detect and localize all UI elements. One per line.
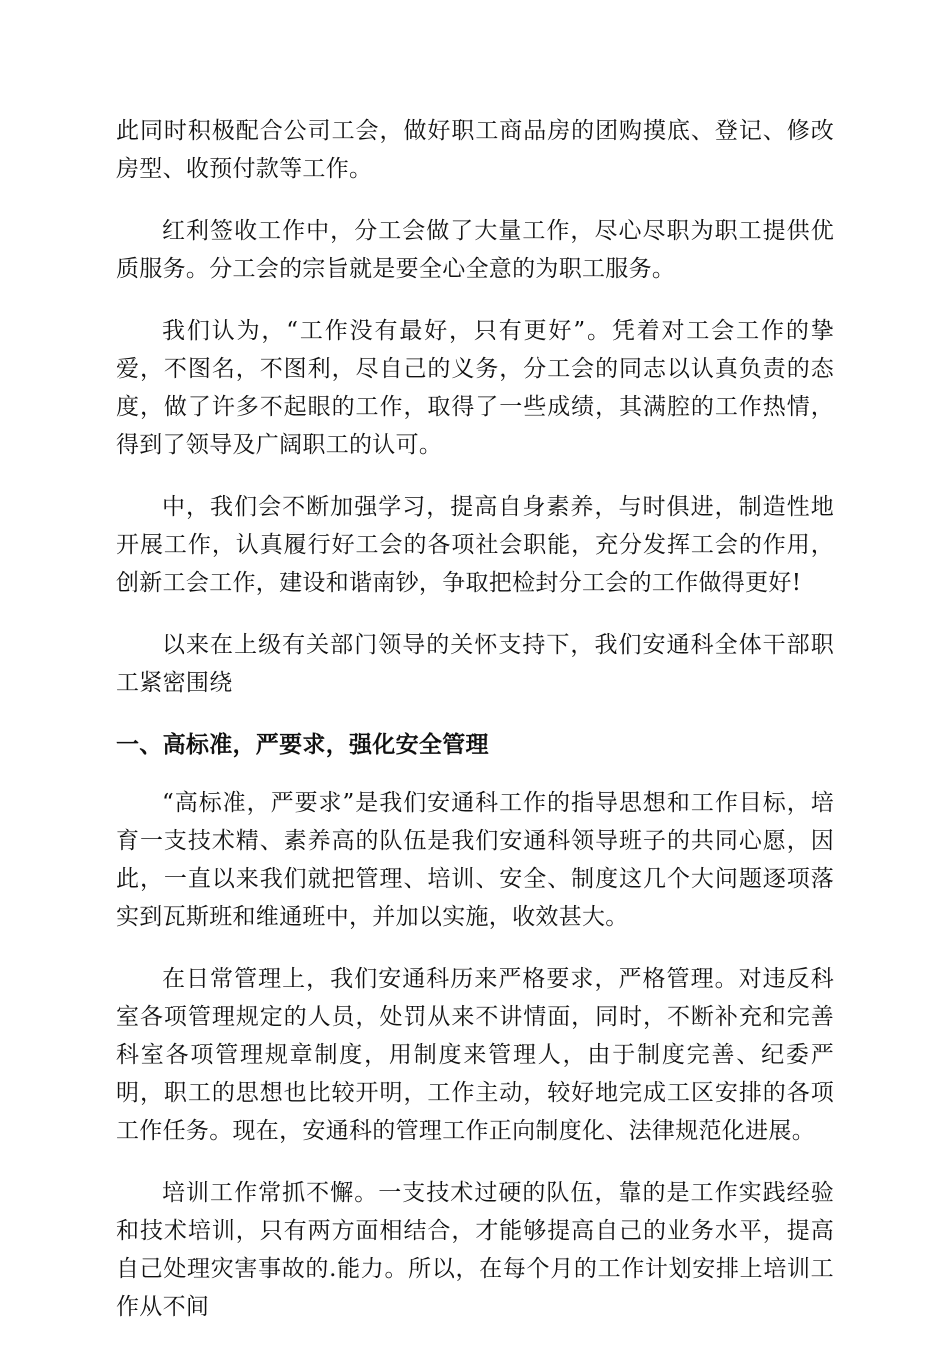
paragraph-our-view: 我们认为，“工作没有最好，只有更好”。凭着对工会工作的挚爱，不图名，不图利，尽自己的义务，分工会的同志以认真负责的态度，做了许多不起眼的工作，取得了一些成绩，其满腔的工作热情，得到了领导及广阔职工的认可。 xyxy=(116,318,834,458)
paragraph-daily-management: 在日常管理上，我们安通科历来严格要求，严格管理。对违反科室各项管理规定的人员，处罚从来不讲情面，同时，不断补充和完善科室各项管理规章制度，用制度来管理人，由于制度完善、纪委严明，职工的思想也比较开明，工作主动，较好地完成工区安排的各项工作任务。现在，安通科的管理工作正向制度化、法律规范化进展。 xyxy=(116,966,834,1144)
paragraph-dividend-signing: 红利签收工作中，分工会做了大量工作，尽心尽职为职工提供优质服务。分工会的宗旨就是要全心全意的为职工服务。 xyxy=(116,218,834,282)
document-body xyxy=(116,112,834,1350)
section-heading: 一、高标准，严要求，强化安全管理 xyxy=(116,732,489,758)
paragraph-future-plan: 中，我们会不断加强学习，提高自身素养，与时俱进，制造性地开展工作，认真履行好工会的各项社会职能，充分发挥工会的作用，创新工会工作，建设和谐南钞，争取把检封分工会的工作做得更好! xyxy=(116,494,834,596)
paragraph-training: 培训工作常抓不懈。一支技术过硬的队伍，靠的是工作实践经验和技术培训，只有两方面相结合，才能够提高自己的业务水平，提高自己处理灾害事故的.能力。所以，在每个月的工作计划安排上培训工作从不间 xyxy=(116,1180,834,1320)
paragraph-intro: 以来在上级有关部门领导的关怀支持下，我们安通科全体干部职工紧密围绕 xyxy=(116,632,834,696)
paragraph-high-standards: “高标准，严要求”是我们安通科工作的指导思想和工作目标，培育一支技术精、素养高的队伍是我们安通科领导班子的共同心愿，因此，一直以来我们就把管理、培训、安全、制度这几个大问题逐项落实到瓦斯班和维通班中，并加以实施，收效甚大。 xyxy=(116,790,834,930)
paragraph-continued: 此同时积极配合公司工会，做好职工商品房的团购摸底、登记、修改房型、收预付款等工作。 xyxy=(116,118,834,182)
